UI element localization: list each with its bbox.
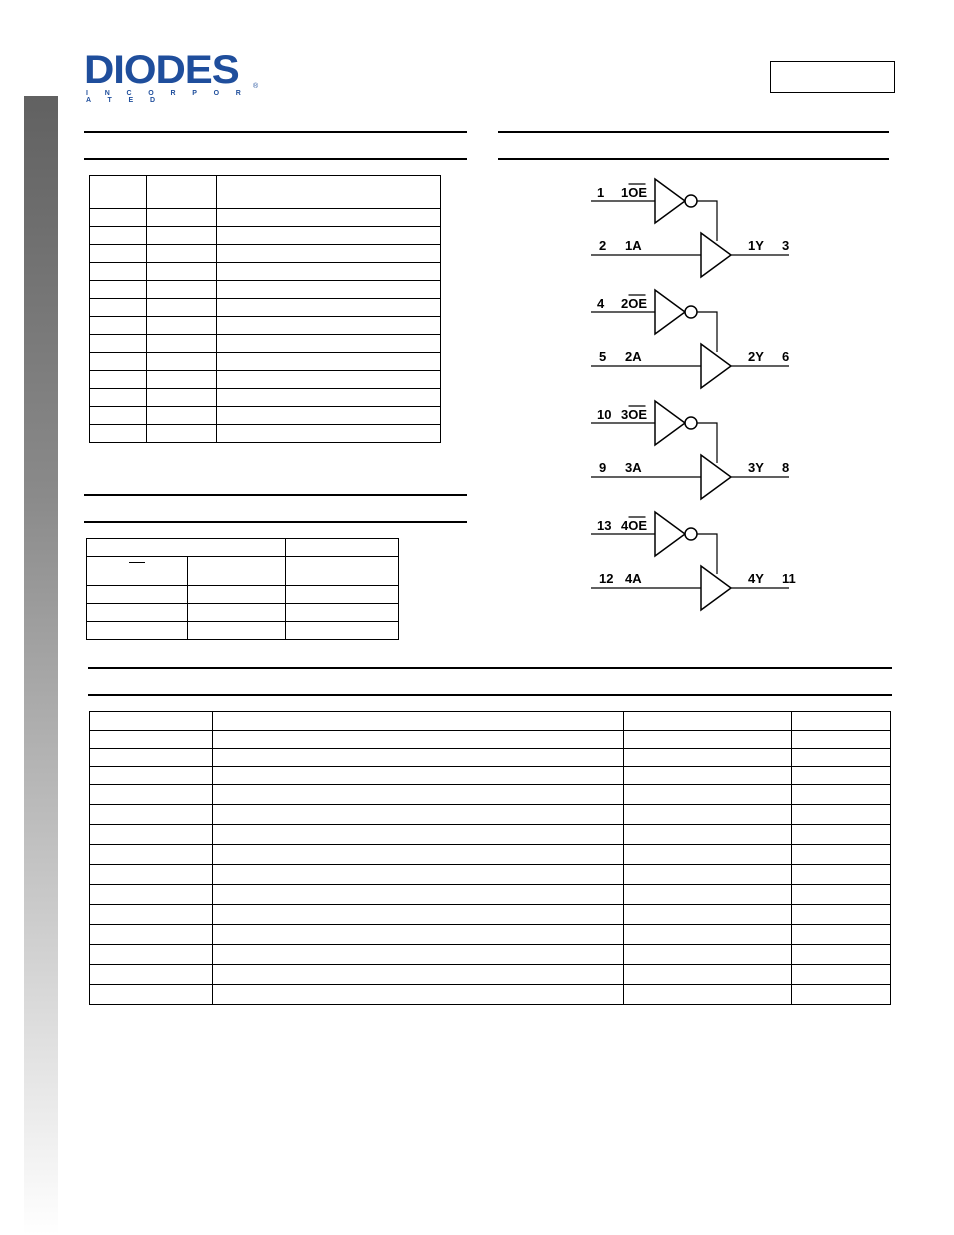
table-cell xyxy=(213,749,624,767)
oe-pin-number: 13 xyxy=(597,518,612,533)
table-cell xyxy=(792,925,891,945)
overbar-mark xyxy=(174,262,190,263)
table-cell xyxy=(90,945,213,965)
table-cell xyxy=(213,865,624,885)
table-cell xyxy=(624,965,792,985)
table-cell xyxy=(90,317,147,335)
enable-connection xyxy=(697,201,717,241)
table-cell xyxy=(217,209,441,227)
overbar-mark xyxy=(174,208,190,209)
table-cell xyxy=(286,622,399,640)
function-table xyxy=(86,538,399,640)
buffer-gate xyxy=(701,344,731,388)
buffer-gate xyxy=(701,455,731,499)
table-cell xyxy=(217,335,441,353)
table-cell xyxy=(624,825,792,845)
table-cell xyxy=(90,865,213,885)
table-cell xyxy=(217,281,441,299)
table-cell xyxy=(217,176,441,209)
table-cell xyxy=(90,389,147,407)
table-cell xyxy=(217,425,441,443)
table-cell xyxy=(624,805,792,825)
output-pin-number: 11 xyxy=(782,571,796,586)
table-cell xyxy=(217,317,441,335)
table-cell xyxy=(90,712,213,731)
table-cell xyxy=(624,845,792,865)
table-cell xyxy=(147,176,217,209)
table-cell xyxy=(792,985,891,1005)
table-cell xyxy=(90,805,213,825)
table-cell xyxy=(286,539,399,557)
table-cell xyxy=(213,712,624,731)
table-cell xyxy=(213,905,624,925)
output-pin-label: 1Y xyxy=(748,238,764,253)
table-cell xyxy=(213,885,624,905)
overbar-mark xyxy=(129,562,145,563)
table-cell xyxy=(213,785,624,805)
table-cell xyxy=(624,925,792,945)
table-cell xyxy=(792,945,891,965)
table-cell xyxy=(90,925,213,945)
table-cell xyxy=(188,622,286,640)
table-cell xyxy=(90,767,213,785)
table-cell xyxy=(147,335,217,353)
table-cell xyxy=(90,845,213,865)
table-cell xyxy=(217,263,441,281)
table-cell xyxy=(90,825,213,845)
table-cell xyxy=(147,389,217,407)
inverter-gate xyxy=(655,512,685,556)
table-cell xyxy=(147,263,217,281)
table-cell xyxy=(90,371,147,389)
table-cell xyxy=(147,407,217,425)
table-cell xyxy=(792,865,891,885)
inverter-gate xyxy=(655,179,685,223)
table-cell xyxy=(792,731,891,749)
table-cell xyxy=(792,825,891,845)
table-cell xyxy=(217,371,441,389)
table-cell xyxy=(147,425,217,443)
output-pin-label: 2Y xyxy=(748,349,764,364)
table-cell xyxy=(90,176,147,209)
table-cell xyxy=(90,245,147,263)
buffer-gate xyxy=(701,566,731,610)
section-rule xyxy=(498,131,889,133)
table-cell xyxy=(213,825,624,845)
part-number-box xyxy=(770,61,895,93)
table-cell xyxy=(147,281,217,299)
logo-registered-mark: ® xyxy=(253,83,259,90)
table-cell xyxy=(213,805,624,825)
buffer-gate xyxy=(701,233,731,277)
input-pin-number: 9 xyxy=(599,460,607,475)
output-pin-label: 3Y xyxy=(748,460,764,475)
table-cell xyxy=(792,905,891,925)
table-cell xyxy=(217,227,441,245)
inversion-bubble xyxy=(685,195,697,207)
input-pin-number: 2 xyxy=(599,238,607,253)
logo-wordmark: DIODES xyxy=(84,48,239,92)
input-pin-number: 12 xyxy=(599,571,614,586)
table-cell xyxy=(87,604,188,622)
table-cell xyxy=(90,785,213,805)
table-cell xyxy=(213,767,624,785)
table-cell xyxy=(90,905,213,925)
logic-diagram xyxy=(585,175,805,615)
output-pin-number: 8 xyxy=(782,460,790,475)
table-cell xyxy=(87,539,286,557)
ratings-table xyxy=(89,711,891,1005)
oe-pin-label: 1OE xyxy=(621,185,648,200)
table-cell xyxy=(286,557,399,586)
table-cell xyxy=(624,785,792,805)
section-rule xyxy=(84,494,467,496)
inversion-bubble xyxy=(685,528,697,540)
table-cell xyxy=(213,925,624,945)
table-cell xyxy=(87,622,188,640)
oe-pin-label: 2OE xyxy=(621,296,648,311)
table-cell xyxy=(624,767,792,785)
table-cell xyxy=(90,227,147,245)
table-cell xyxy=(217,389,441,407)
output-pin-number: 6 xyxy=(782,349,790,364)
table-cell xyxy=(213,985,624,1005)
table-cell xyxy=(90,353,147,371)
table-cell xyxy=(90,985,213,1005)
table-cell xyxy=(90,335,147,353)
table-cell xyxy=(217,299,441,317)
table-cell xyxy=(624,712,792,731)
section-rule xyxy=(84,521,467,523)
table-cell xyxy=(188,586,286,604)
inverter-gate xyxy=(655,290,685,334)
table-cell xyxy=(188,557,286,586)
table-cell xyxy=(792,749,891,767)
table-cell xyxy=(217,407,441,425)
pin-description-table xyxy=(89,175,441,443)
oe-pin-label: 3OE xyxy=(621,407,648,422)
oe-pin-number: 1 xyxy=(597,185,605,200)
logo-tagline: I N C O R P O R A T E D xyxy=(86,90,249,104)
table-cell xyxy=(792,845,891,865)
table-cell xyxy=(90,425,147,443)
table-cell xyxy=(792,965,891,985)
input-pin-label: 3A xyxy=(625,460,642,475)
overbar-mark xyxy=(174,370,190,371)
table-cell xyxy=(147,371,217,389)
inverter-gate xyxy=(655,401,685,445)
table-cell xyxy=(792,785,891,805)
page-side-band xyxy=(24,96,58,1235)
table-cell xyxy=(90,263,147,281)
table-cell xyxy=(217,245,441,263)
table-cell xyxy=(624,865,792,885)
output-pin-number: 3 xyxy=(782,238,790,253)
table-cell xyxy=(624,749,792,767)
output-pin-label: 4Y xyxy=(748,571,764,586)
table-cell xyxy=(624,905,792,925)
table-cell xyxy=(217,353,441,371)
input-pin-label: 4A xyxy=(625,571,642,586)
table-cell xyxy=(90,965,213,985)
table-cell xyxy=(90,885,213,905)
table-cell xyxy=(90,731,213,749)
table-cell xyxy=(87,557,188,586)
table-cell xyxy=(147,353,217,371)
enable-connection xyxy=(697,312,717,352)
table-cell xyxy=(147,209,217,227)
input-pin-label: 2A xyxy=(625,349,642,364)
table-cell xyxy=(147,227,217,245)
table-cell xyxy=(147,245,217,263)
table-cell xyxy=(90,407,147,425)
table-cell xyxy=(213,845,624,865)
oe-pin-number: 10 xyxy=(597,407,612,422)
table-cell xyxy=(624,885,792,905)
table-cell xyxy=(624,945,792,965)
table-cell xyxy=(87,586,188,604)
table-cell xyxy=(286,586,399,604)
table-cell xyxy=(624,731,792,749)
table-cell xyxy=(213,945,624,965)
section-rule xyxy=(88,667,892,669)
table-cell xyxy=(90,209,147,227)
input-pin-label: 1A xyxy=(625,238,642,253)
table-cell xyxy=(147,299,217,317)
enable-connection xyxy=(697,423,717,463)
diodes-logo xyxy=(84,48,264,104)
section-rule xyxy=(88,694,892,696)
inversion-bubble xyxy=(685,417,697,429)
table-cell xyxy=(792,885,891,905)
section-rule xyxy=(498,158,889,160)
oe-pin-number: 4 xyxy=(597,296,605,311)
input-pin-number: 5 xyxy=(599,349,607,364)
table-cell xyxy=(213,731,624,749)
enable-connection xyxy=(697,534,717,574)
oe-pin-label: 4OE xyxy=(621,518,648,533)
table-cell xyxy=(792,712,891,731)
table-cell xyxy=(792,767,891,785)
table-cell xyxy=(792,805,891,825)
section-rule xyxy=(84,131,467,133)
overbar-mark xyxy=(174,406,190,407)
table-cell xyxy=(624,985,792,1005)
table-cell xyxy=(90,749,213,767)
table-cell xyxy=(90,281,147,299)
inversion-bubble xyxy=(685,306,697,318)
table-cell xyxy=(188,604,286,622)
section-rule xyxy=(84,158,467,160)
table-cell xyxy=(213,965,624,985)
table-cell xyxy=(147,317,217,335)
table-cell xyxy=(286,604,399,622)
table-cell xyxy=(90,299,147,317)
